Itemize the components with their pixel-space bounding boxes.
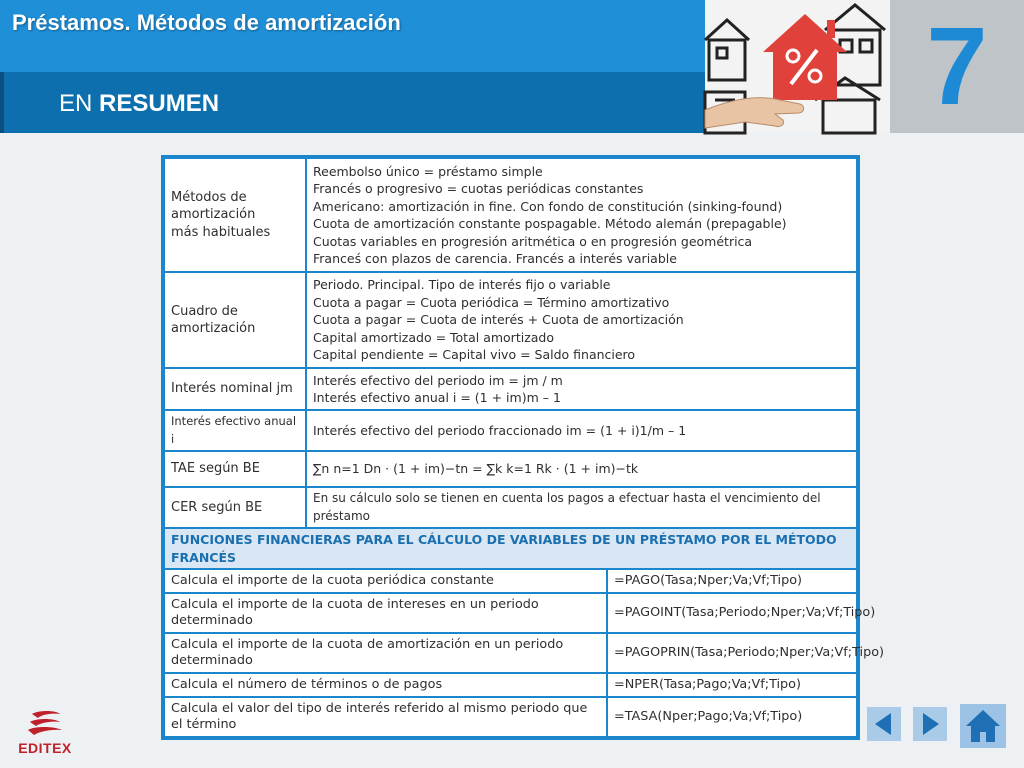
table-row (164, 633, 857, 673)
home-button[interactable] (960, 704, 1006, 748)
row-label-schedule: Cuadro de amortización (164, 272, 306, 368)
previous-slide-button[interactable] (867, 707, 901, 741)
table-row (164, 272, 857, 368)
function-desc: Calcula el importe de la cuota periódica constante (164, 569, 607, 593)
row-label-tae: TAE según BE (164, 451, 306, 487)
function-desc: Calcula el importe de la cuota de intereses en un periodo determinado (164, 593, 607, 633)
table-row (164, 487, 857, 528)
table-row (164, 368, 857, 410)
house-percent-icon (705, 0, 890, 133)
row-label-methods: Métodos de amortización más habituales (164, 158, 306, 272)
title-bar (0, 0, 705, 72)
table-row (164, 451, 857, 487)
table-row (164, 673, 857, 697)
functions-header: FUNCIONES FINANCIERAS PARA EL CÁLCULO DE VARIABLES DE UN PRÉSTAMO POR EL MÉTODO FRANCÉS (164, 528, 857, 569)
function-formula: =TASA(Nper;Pago;Va;Vf;Tipo) (607, 697, 857, 737)
function-formula: =PAGOINT(Tasa;Periodo;Nper;Va;Vf;Tipo) (607, 593, 857, 633)
editex-emblem-icon (10, 710, 80, 740)
home-icon (960, 704, 1006, 748)
function-formula: =PAGO(Tasa;Nper;Va;Vf;Tipo) (607, 569, 857, 593)
function-desc: Calcula el valor del tipo de interés referido al mismo periodo que el término (164, 697, 607, 737)
section-title (59, 90, 219, 118)
next-slide-button[interactable] (913, 707, 947, 741)
row-label-nominal: Interés nominal jm (164, 368, 306, 410)
tae-formula: ∑n n=1 Dn · (1 + im)−tn = ∑k k=1 Rk · (1 + im)−tk (306, 451, 857, 487)
triangle-left-icon (867, 707, 901, 741)
functions-header-row (164, 528, 857, 569)
table-row (164, 410, 857, 451)
section-bar (0, 72, 705, 133)
row-content-nominal: Interés efectivo del periodo im = jm / m Interés efectivo anual i = (1 + im)m – 1 (306, 368, 857, 410)
row-content-annual: Interés efectivo del periodo fraccionado im = (1 + i)1/m – 1 (306, 410, 857, 451)
summary-table (161, 155, 885, 740)
row-label-annual: Interés efectivo anual i (164, 410, 306, 451)
table-row (164, 697, 857, 737)
table-row (164, 569, 857, 593)
function-formula: =NPER(Tasa;Pago;Va;Vf;Tipo) (607, 673, 857, 697)
row-content-schedule: Periodo. Principal. Tipo de interés fijo o variable Cuota a pagar = Cuota periódica = Término amortizativo Cuota a pagar = Cuota de interés + Cuota de amortización Capital amortizado = Total amortizado Capital pendiente = Capital vivo = Saldo financiero (306, 272, 857, 368)
triangle-right-icon (913, 707, 947, 741)
row-content-methods: Reembolso único = préstamo simple Francés o progresivo = cuotas periódicas constantes Americano: amortización in fine. Con fondo de constitución (sinking-found) Cuota de amortización constante pospagable. Método alemán (prepagable) Cuotas variables en progresión aritmética o en progresión geométrica Franceś con plazos de carencia. Francés a interés variable (306, 158, 857, 272)
function-formula: =PAGOPRIN(Tasa;Periodo;Nper;Va;Vf;Tipo) (607, 633, 857, 673)
section-title-text: RESUMEN (99, 90, 220, 117)
chapter-badge (890, 0, 1024, 133)
row-label-cer: CER según BE (164, 487, 306, 528)
function-desc: Calcula el número de términos o de pagos (164, 673, 607, 697)
chapter-number: 7 (926, 4, 988, 128)
function-desc: Calcula el importe de la cuota de amortización en un periodo determinado (164, 633, 607, 673)
table-row (164, 158, 857, 272)
slide-title: Préstamos. Métodos de amortización (12, 10, 401, 35)
section-prefix: EN (59, 90, 93, 117)
row-content-cer: En su cálculo solo se tienen en cuenta los pagos a efectuar hasta el vencimiento del préstamo (306, 487, 857, 528)
table-row (164, 593, 857, 633)
logo-text: EDITEX (18, 740, 72, 756)
editex-logo (10, 710, 80, 760)
hero-image (705, 0, 890, 133)
